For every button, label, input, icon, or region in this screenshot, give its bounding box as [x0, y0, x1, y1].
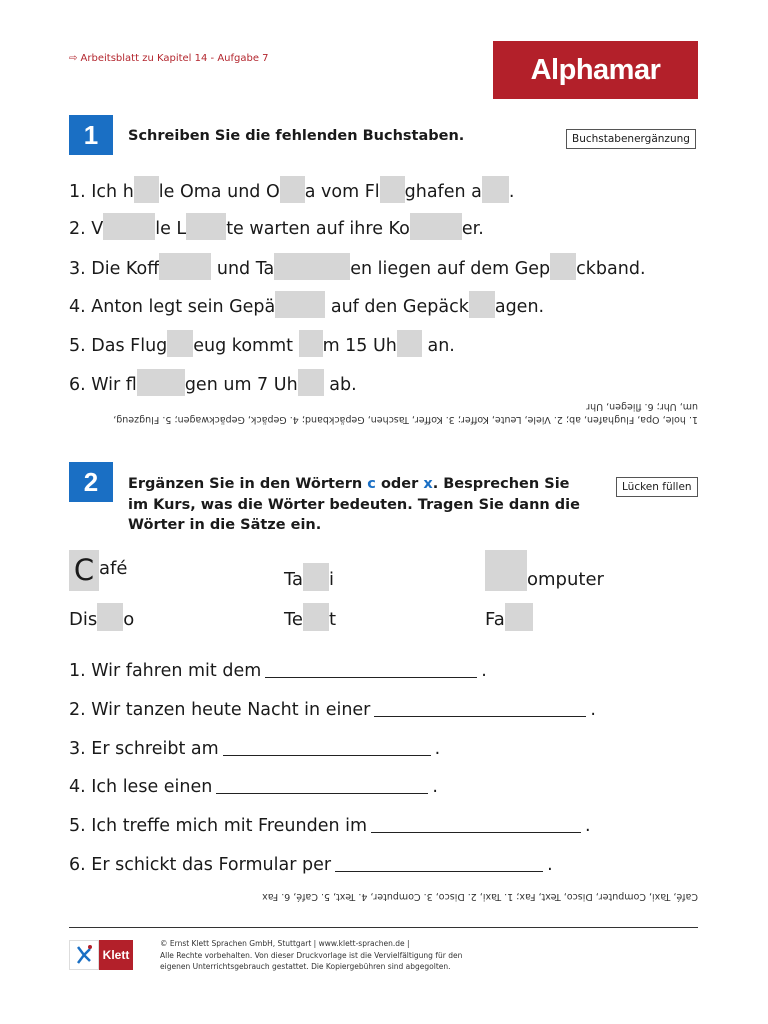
word-fax	[485, 603, 533, 631]
exercise-2-number: 2	[69, 462, 113, 502]
alphamar-logo: Alphamar	[493, 41, 698, 99]
exercise-2-answers: Café, Taxi, Computer, Disco, Text, Fax; 1. Taxi, 2. Disco, 3. Computer, 4. Text, 5. Café, 6. Fax	[262, 891, 698, 902]
klett-wordmark: Klett	[99, 940, 133, 970]
text-part: auf den Gepäck	[330, 297, 469, 317]
letter-gap[interactable]	[303, 563, 329, 591]
copyright-line: Alle Rechte vorbehalten. Von dieser Druckvorlage ist die Vervielfältigung für den	[160, 950, 463, 960]
period: .	[432, 777, 438, 797]
letter-gap[interactable]	[410, 213, 462, 240]
answer-line: um, Uhr; 6. fliegen, Uhr	[586, 401, 698, 412]
klett-logo	[69, 940, 133, 970]
text-part: a vom Fl	[304, 182, 380, 202]
klett-figure-icon	[69, 940, 99, 970]
letter-c: c	[367, 476, 376, 492]
ex2-sentence-2	[69, 699, 596, 721]
letter-gap[interactable]	[137, 369, 185, 396]
text-part: le Oma und O	[158, 182, 280, 202]
copyright	[160, 938, 462, 973]
ex2-sentence-4	[69, 776, 438, 798]
letter-gap[interactable]	[275, 291, 325, 318]
letter-gap[interactable]	[397, 330, 422, 357]
exercise-1-tag: Buchstabenergänzung	[566, 129, 696, 149]
text-part: 3. Die Koff	[69, 259, 160, 279]
word-part: Te	[284, 609, 304, 630]
example-letter: C	[69, 550, 99, 591]
period: .	[547, 855, 553, 875]
answer-blank[interactable]	[374, 703, 586, 717]
copyright-line: © Ernst Klett Sprachen GmbH, Stuttgart | www.klett-sprachen.de |	[160, 939, 410, 948]
letter-gap[interactable]	[485, 550, 527, 591]
text-part: ab.	[329, 375, 357, 395]
text-part: ckband.	[576, 259, 646, 279]
text-part: 5. Das Flug	[69, 336, 168, 356]
answer-blank[interactable]	[335, 858, 543, 872]
text-part: und Ta	[216, 259, 275, 279]
letter-gap[interactable]	[550, 253, 576, 280]
word-cafe	[69, 550, 127, 591]
exercise-2-tag: Lücken füllen	[616, 477, 698, 497]
ex2-sentence-3	[69, 738, 440, 760]
text-part: m 15 Uh	[322, 336, 397, 356]
title-text: oder	[375, 476, 424, 492]
copyright-line: eigenen Unterrichtsgebrauch gestattet. Die Kopiergebühren sind abgegolten.	[160, 962, 451, 971]
ex2-sentence-5	[69, 815, 591, 837]
footer-divider	[69, 927, 698, 928]
text-part: gen um 7 Uh	[184, 375, 298, 395]
ex2-sentence-6	[69, 854, 553, 876]
exercise-2-title	[128, 474, 580, 536]
text-part: 6. Wir fl	[69, 375, 137, 395]
text-part: en liegen auf dem Gep	[350, 259, 551, 279]
ex1-sentence-3	[69, 253, 646, 280]
sentence-text: 6. Er schickt das Formular per	[69, 855, 332, 875]
title-text: im Kurs, was die Wörter bedeuten. Tragen Sie dann die	[128, 496, 580, 513]
ex1-sentence-4	[69, 291, 544, 318]
answer-blank[interactable]	[265, 664, 477, 678]
ex1-sentence-5	[69, 330, 455, 357]
text-part: .	[508, 182, 515, 202]
ex1-sentence-6	[69, 369, 357, 396]
text-part: 4. Anton legt sein Gepä	[69, 297, 276, 317]
ex2-sentence-1	[69, 660, 487, 682]
sentence-text: 4. Ich lese einen	[69, 777, 213, 797]
word-part: Ta	[284, 569, 304, 590]
period: .	[590, 700, 596, 720]
ex1-sentence-1	[69, 176, 514, 203]
title-text: Ergänzen Sie in den Wörtern	[128, 476, 368, 492]
word-part: omputer	[527, 569, 604, 590]
letter-gap[interactable]	[482, 176, 509, 203]
period: .	[481, 661, 487, 681]
exercise-1-number: 1	[69, 115, 113, 155]
sentence-text: 2. Wir tanzen heute Nacht in einer	[69, 700, 371, 720]
period: .	[434, 739, 441, 759]
sentence-text: 3. Er schreibt am	[69, 739, 219, 759]
letter-gap[interactable]	[280, 176, 305, 203]
ex1-sentence-2	[69, 213, 484, 240]
letter-gap[interactable]	[299, 330, 323, 357]
text-part: agen.	[494, 297, 545, 317]
title-text: . Besprechen Sie	[432, 476, 570, 492]
text-part: 1. Ich h	[69, 182, 134, 202]
exercise-1-answers	[69, 400, 698, 426]
text-part: 2. V	[69, 219, 104, 239]
word-computer	[485, 550, 604, 591]
text-part: ghafen a	[404, 182, 482, 202]
letter-x: x	[423, 476, 433, 492]
letter-gap[interactable]	[103, 213, 155, 240]
letter-gap[interactable]	[186, 213, 226, 240]
letter-gap[interactable]	[505, 603, 533, 631]
text-part: te warten auf ihre Ko	[226, 219, 410, 239]
word-part: t	[329, 609, 337, 630]
text-part: er.	[461, 219, 484, 239]
letter-gap[interactable]	[97, 603, 123, 631]
text-part: an.	[427, 336, 455, 356]
word-text	[284, 603, 336, 631]
answer-blank[interactable]	[216, 780, 428, 794]
letter-gap[interactable]	[298, 369, 324, 396]
word-taxi	[284, 563, 334, 591]
period: .	[585, 816, 591, 836]
sentence-text: 1. Wir fahren mit dem	[69, 661, 262, 681]
text-part: eug kommt	[193, 336, 293, 356]
letter-gap[interactable]	[134, 176, 159, 203]
sentence-text: 5. Ich treffe mich mit Freunden im	[69, 816, 368, 836]
letter-gap[interactable]	[159, 253, 211, 280]
letter-gap[interactable]	[469, 291, 495, 318]
letter-gap[interactable]	[274, 253, 350, 280]
letter-gap[interactable]	[303, 603, 329, 631]
answer-blank[interactable]	[223, 742, 431, 756]
word-part: Dis	[69, 609, 98, 630]
exercise-1-title: Schreiben Sie die fehlenden Buchstaben.	[128, 128, 465, 144]
answer-blank[interactable]	[371, 819, 581, 833]
letter-gap[interactable]	[380, 176, 405, 203]
letter-gap[interactable]	[167, 330, 193, 357]
word-part: afé	[99, 558, 128, 579]
breadcrumb: ⇨ Arbeitsblatt zu Kapitel 14 - Aufgabe 7	[69, 53, 269, 64]
word-disco	[69, 603, 134, 631]
text-part: le L	[155, 219, 187, 239]
word-part: Fa	[485, 609, 505, 630]
word-part: o	[123, 609, 135, 630]
title-text: Wörter in die Sätze ein.	[128, 517, 322, 533]
answer-line: 1. hole, Opa, Flughafen, ab; 2. Viele, Leute, Koffer; 3. Koffer, Taschen, Gepäckband; 4. Gepäck, Gepäckwagen; 5. Flugzeug,	[113, 414, 698, 425]
word-part: i	[329, 569, 335, 590]
